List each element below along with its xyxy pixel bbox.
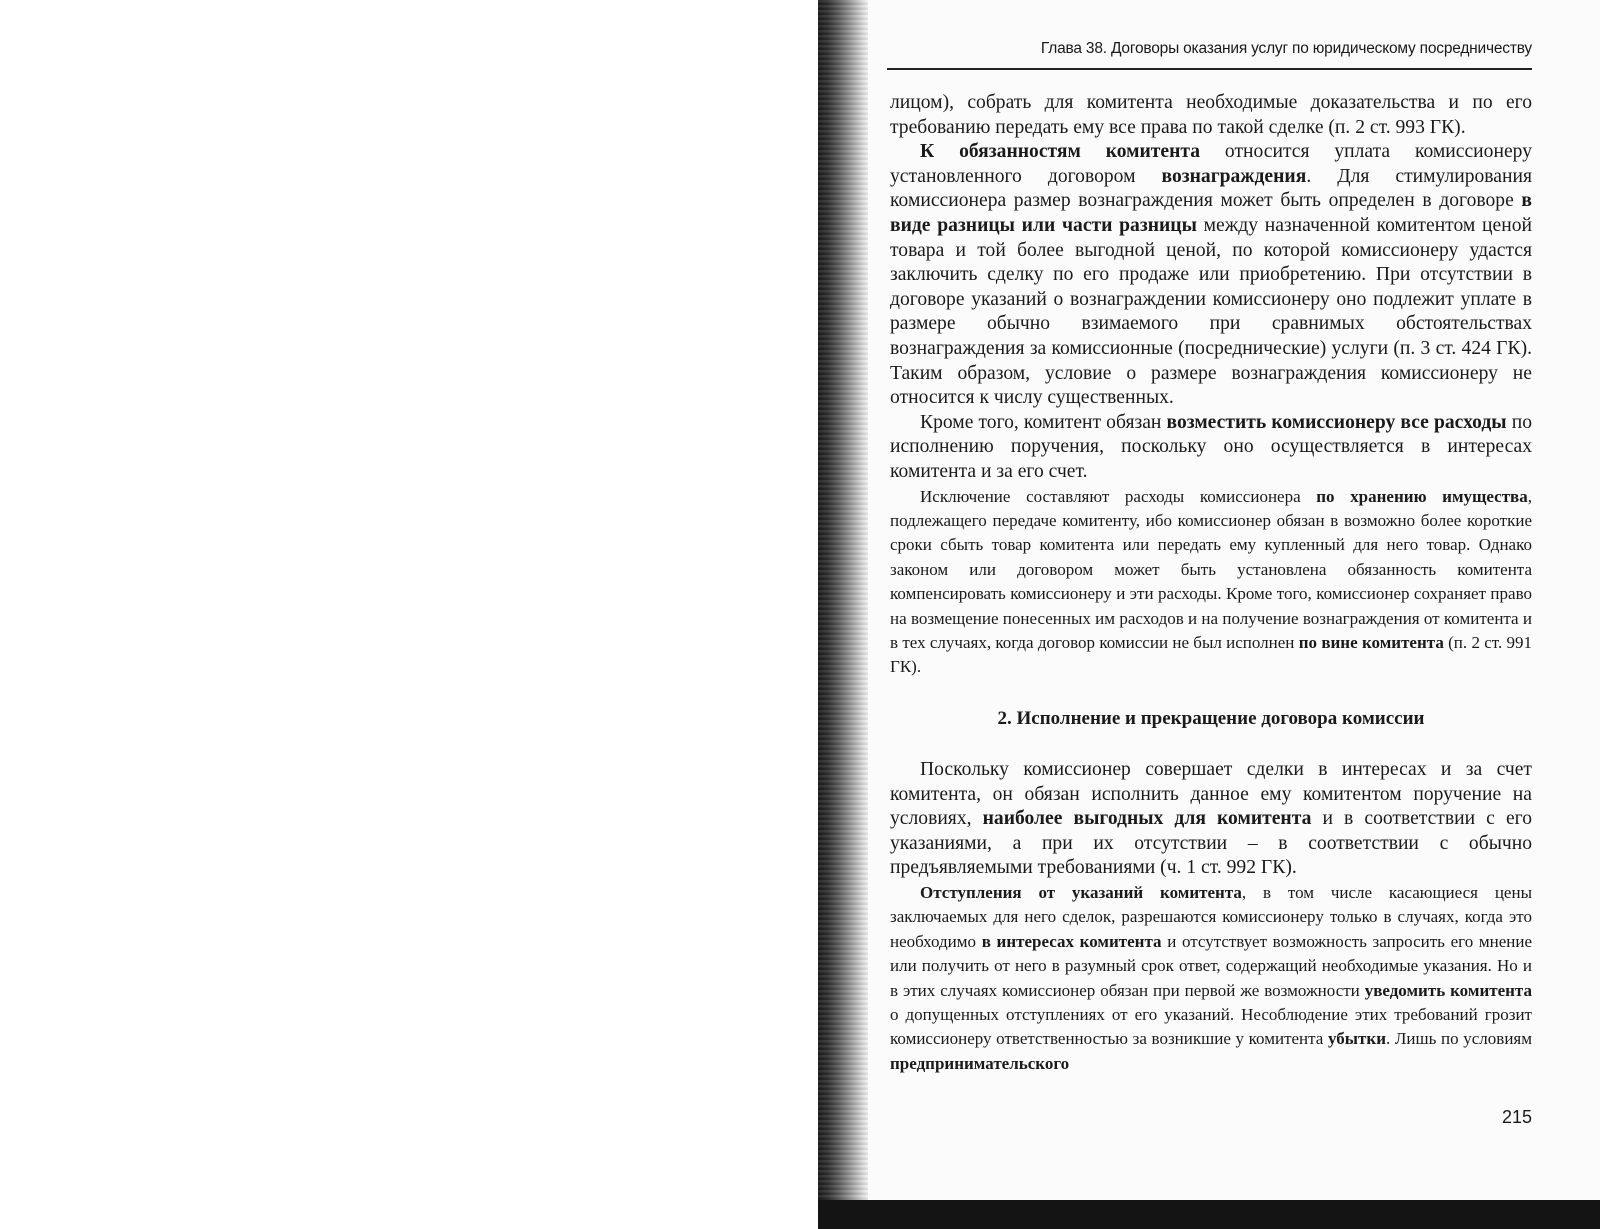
- bold-term: по хранению имущества: [1316, 486, 1528, 506]
- bold-term: К обязанностям комитента: [920, 141, 1201, 163]
- page-number: 215: [1501, 1107, 1532, 1127]
- bold-term: уведомить комитента: [1364, 980, 1532, 1000]
- text-block-upper: [890, 91, 1532, 680]
- bold-term: в виде разницы или части разницы: [890, 190, 1532, 236]
- scan-bottom-edge: [818, 1200, 1600, 1229]
- bold-term: предпринимательского: [890, 1053, 1070, 1073]
- header-rule: [887, 68, 1532, 70]
- bold-term: по вине комитента: [1298, 632, 1444, 652]
- running-header: Глава 38. Договоры оказания услуг по юридическому посредничеству: [1040, 40, 1532, 57]
- paragraph-deviations-small: Отступления от указаний комитента, в том числе касающиеся цены заключаемых для него сделок, разрешаются комиссионеру только в случаях, когда это необходимо в интересах комитента и отсутствует возможность запросить его мнение или получить от него в разумный срок ответ, содержащий необходимые указания. Но и в этих случаях комиссионер обязан при первой же возможности уведомить комитента о допущенных отступлениях от его указаний. Несоблюдение этих требований грозит комиссионеру ответственностью за возникшие у комитента убытки. Лишь по условиям предпринимательского: [890, 882, 1533, 1073]
- paragraph-expenses: Кроме того, комитент обязан возместить комиссионеру все расходы по исполнению поручения, поскольку оно осуществляется в интересах комитента и за его счет.: [890, 411, 1532, 482]
- paragraph-principal-duties: К обязанностям комитента относится уплата комиссионеру установленного договором вознаграждения. Для стимулирования комиссионера размер вознаграждения может быть определен в договоре в виде разницы или части разницы между назначенной комитентом ценой товара и той более выгодной ценой, по которой комиссионеру удастся заключить сделку по его продаже или приобретению. При отсутствии в договоре указаний о вознаграждении комиссионеру оно подлежит уплате в размере обычно взимаемого при сравнимых обстоятельствах вознаграждения за комиссионные (посреднические) услуги (п. 3 ст. 424 ГК). Таким образом, условие о размере вознаграждения комиссионеру не относится к числу существенных.: [890, 141, 1532, 409]
- text-block-lower: [890, 758, 1532, 1076]
- bold-term: вознаграждения: [1161, 165, 1307, 187]
- bold-term: наиболее выгодных для комитента: [982, 808, 1312, 830]
- paragraph-exception-small: Исключение составляют расходы комиссионера по хранению имущества, подлежащего передаче комитенту, ибо комиссионер обязан в возможно более короткие сроки сбыть товар комитента или передать ему купленный для него товар. Однако законом или договором может быть установлена обязанность комитента компенсировать комиссионеру и эти расходы. Кроме того, комиссионер сохраняет право на возмещение понесенных им расходов и на получение вознаграждения от комитента и в тех случаях, когда договор комиссии не был исполнен по вине комитента (п. 2 ст. 991 ГК).: [890, 486, 1533, 677]
- paragraph-continuation: лицом), собрать для комитента необходимые доказательства и по его требованию передать ему все права по такой сделке (п. 2 ст. 993 ГК).: [890, 92, 1532, 138]
- bold-term: в интересах комитента: [981, 931, 1162, 951]
- bold-term: убытки: [1328, 1029, 1386, 1049]
- section-heading: 2. Исполнение и прекращение договора комиссии: [997, 708, 1425, 729]
- book-spine-shadow: [818, 0, 868, 1229]
- bold-term: возместить комиссионеру все расходы: [1166, 411, 1507, 433]
- paragraph-execution: Поскольку комиссионер совершает сделки в интересах и за счет комитента, он обязан исполнить данное ему комитентом поручение на условиях, наиболее выгодных для комитента и в соответствии с его указаниями, а при их отсутствии – в соответствии с обычно предъявляемыми требованиями (ч. 1 ст. 992 ГК).: [890, 759, 1532, 879]
- bold-term: Отступления от указаний комитента: [920, 882, 1242, 902]
